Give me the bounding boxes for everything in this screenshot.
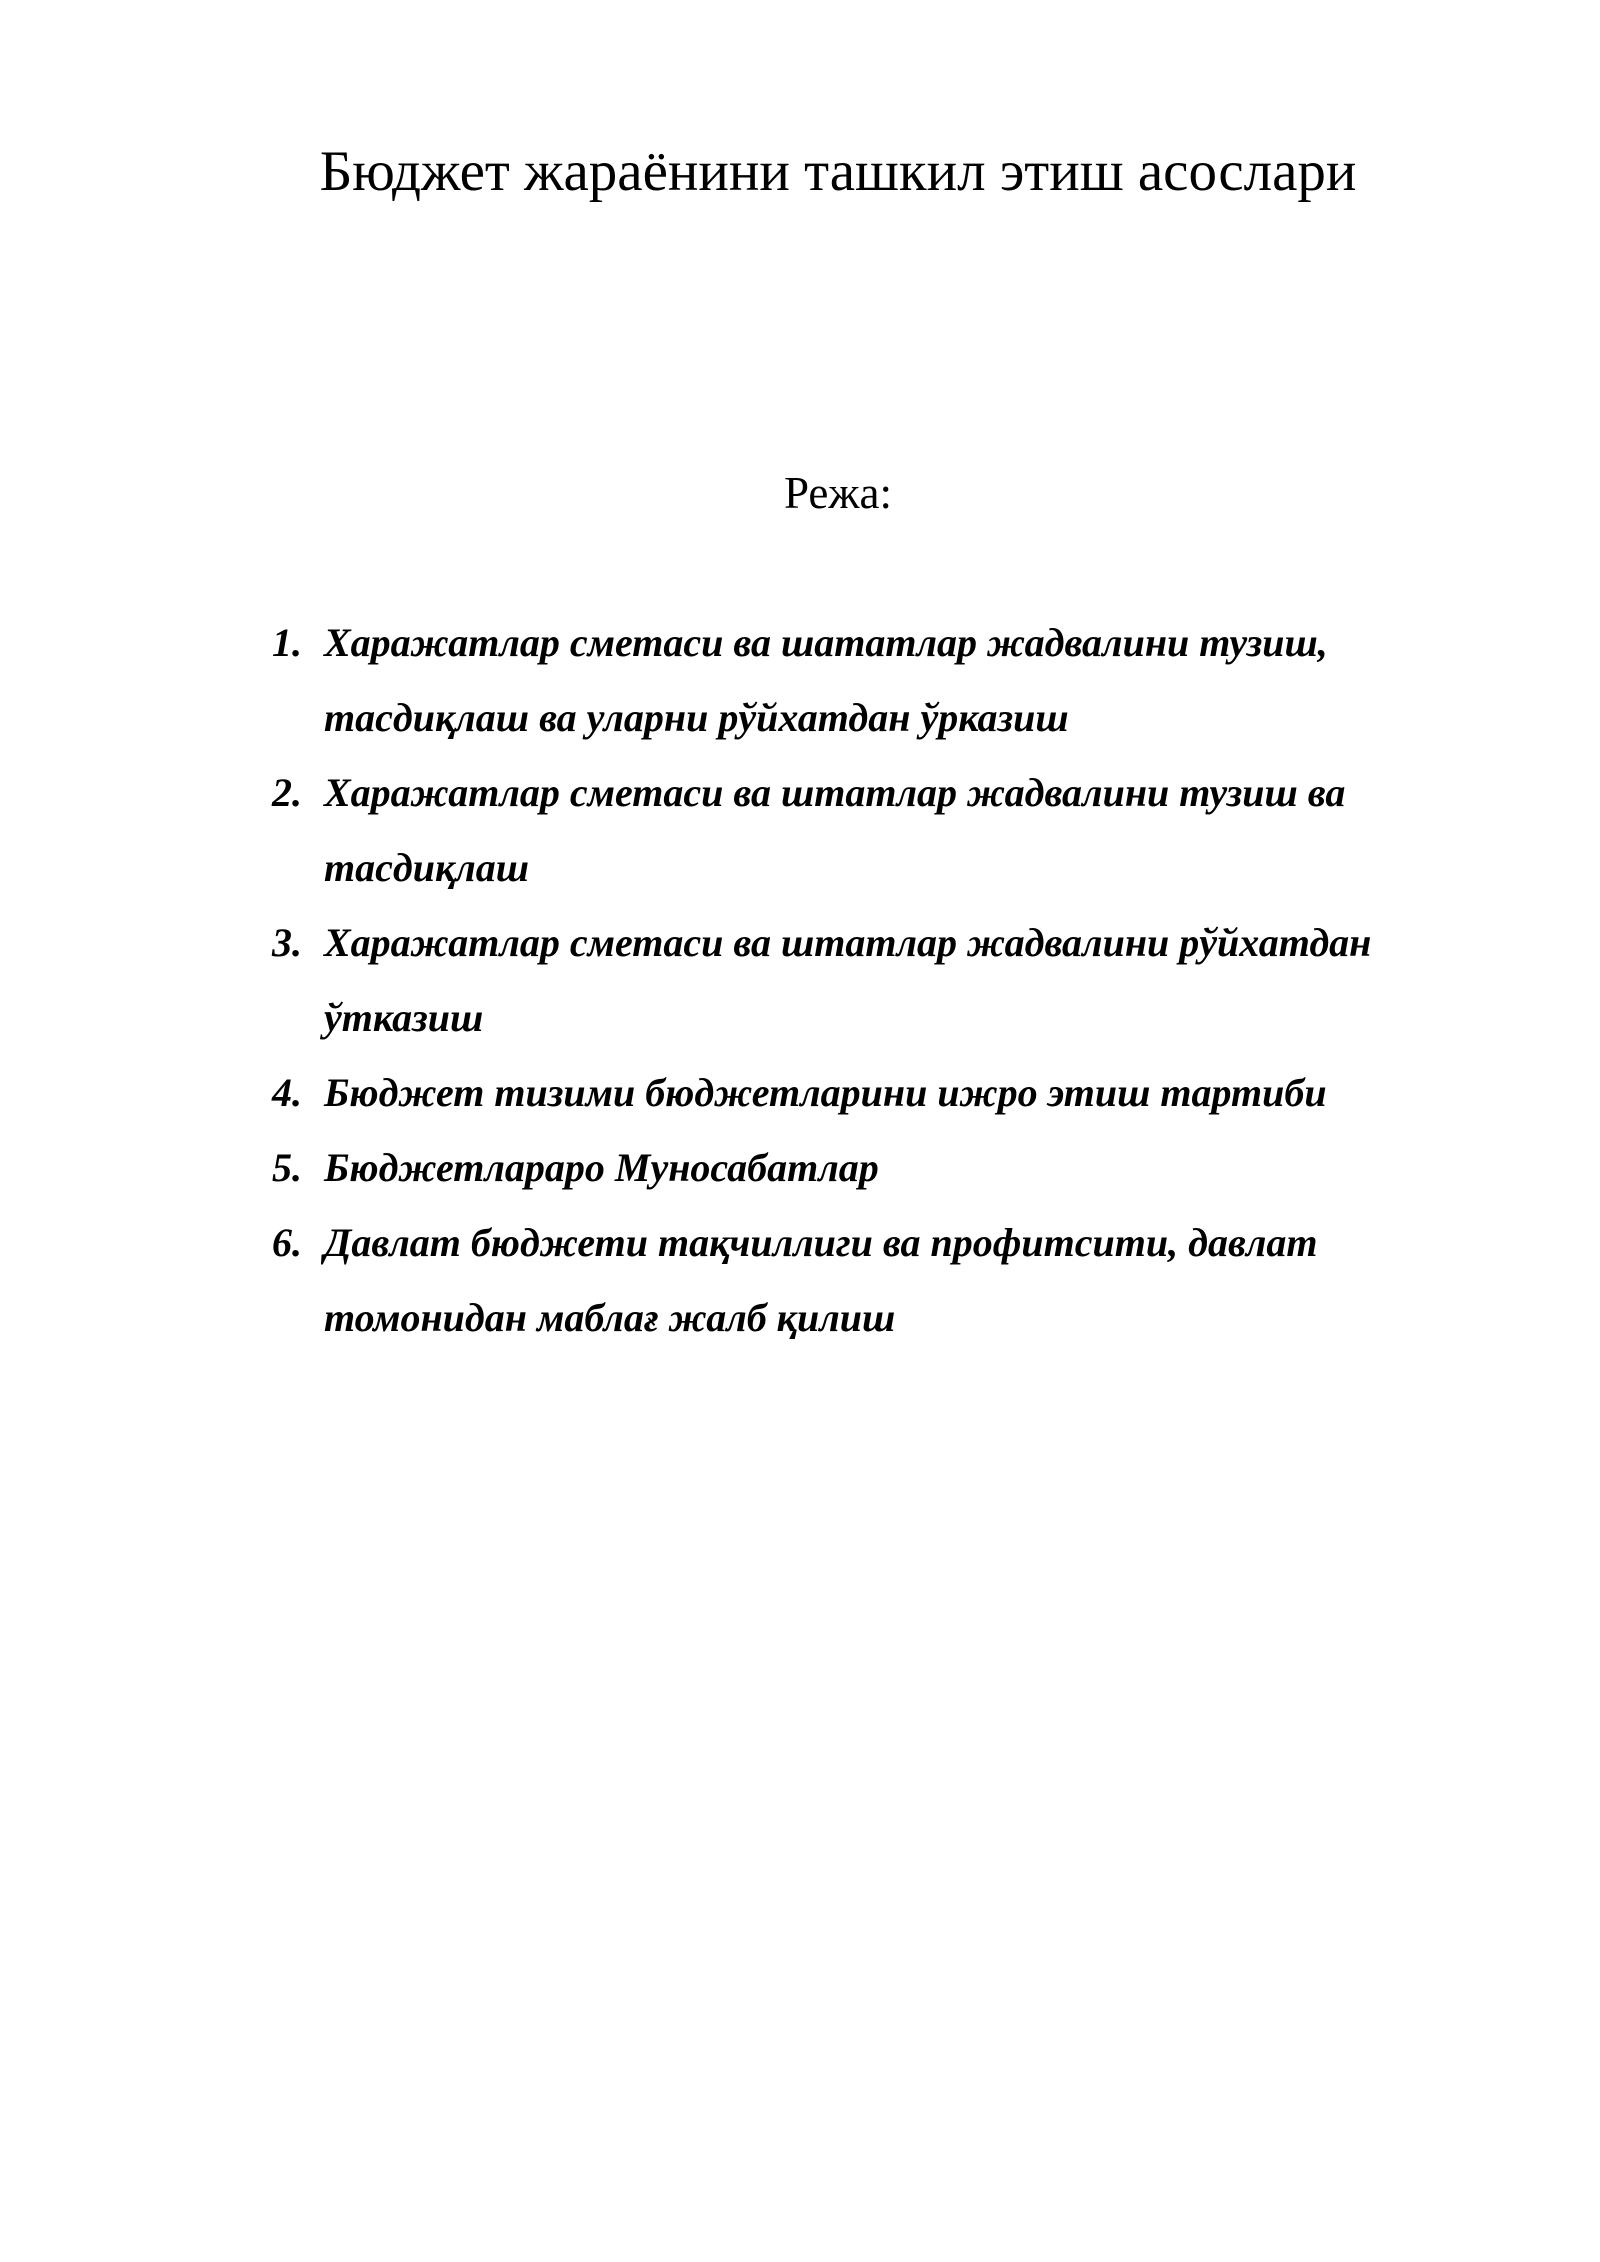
plan-item-text: Харажатлар сметаси ва штатлар жадвалини тузиш ва тасдиқлаш — [324, 770, 1346, 890]
plan-item-number: 6. — [272, 1220, 302, 1265]
plan-item — [272, 755, 1492, 905]
plan-item-text: Давлат бюджети тақчиллиги ва профитсити, давлат томонидан маблағ жалб қилиш — [324, 1220, 1318, 1340]
plan-item-text: Бюджетлараро Муносабатлар — [324, 1145, 879, 1190]
plan-item-text: Харажатлар сметаси ва шататлар жадвалини тузиш, тасдиқлаш ва уларни рўйхатдан ўрказиш — [324, 620, 1328, 740]
plan-heading: Режа: — [784, 468, 892, 518]
plan-item-number: 5. — [272, 1145, 302, 1190]
plan-item — [272, 1130, 1492, 1205]
document-title: Бюджет жараёнини ташкил этиш асослари — [319, 140, 1357, 203]
plan-item-text: Бюджет тизими бюджетларини ижро этиш тартиби — [324, 1070, 1327, 1115]
plan-item-number: 3. — [272, 920, 302, 965]
plan-item — [272, 905, 1492, 1055]
plan-item — [272, 1205, 1492, 1355]
plan-item — [272, 1055, 1492, 1130]
plan-item-number: 4. — [272, 1070, 302, 1115]
plan-item-number: 2. — [272, 770, 302, 815]
plan-item-text: Харажатлар сметаси ва штатлар жадвалини рўйхатдан ўтказиш — [324, 920, 1372, 1040]
plan-list — [272, 605, 1492, 1355]
plan-item — [272, 605, 1492, 755]
plan-item-number: 1. — [272, 620, 302, 665]
